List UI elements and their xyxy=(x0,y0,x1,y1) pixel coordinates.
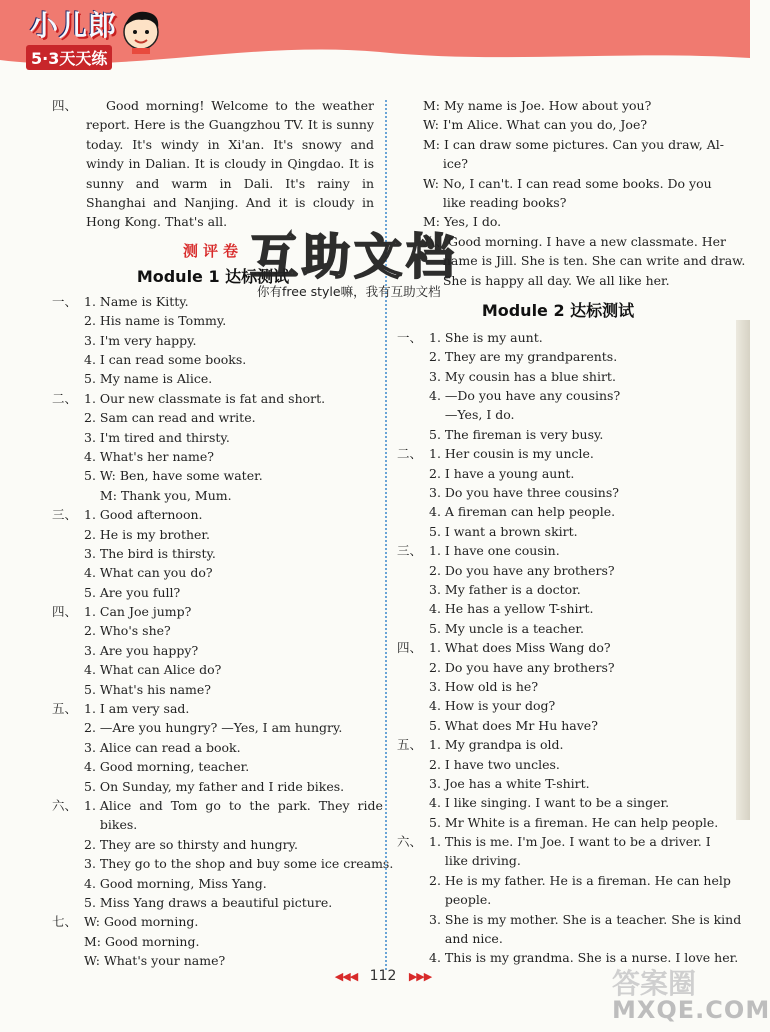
answer-line xyxy=(397,755,719,774)
answer-line xyxy=(52,331,374,350)
answer-line xyxy=(397,502,719,521)
corner-watermark-logo: 答案圈 xyxy=(612,967,697,1000)
answer-line xyxy=(52,428,374,447)
right-arrows-icon: ▶▶▶ xyxy=(408,970,432,983)
answer-line xyxy=(397,580,719,599)
answer-text: 1. Can Joe jump? xyxy=(84,604,192,620)
answer-text: 3. They go to the shop and buy some ice creams. xyxy=(84,856,394,872)
answer-line xyxy=(52,408,374,427)
answer-line xyxy=(397,425,719,444)
exam-title: 测评卷 xyxy=(182,241,243,260)
answer-text: 2. Who's she? xyxy=(84,623,171,639)
answer-line xyxy=(52,757,374,776)
answer-line xyxy=(52,718,374,737)
answer-line xyxy=(397,696,719,715)
answer-text: 3. My cousin has a blue shirt. xyxy=(429,368,616,384)
answer-line xyxy=(52,932,374,951)
answer-line xyxy=(397,174,719,193)
page-number: 112 xyxy=(369,968,397,984)
answer-text: M: I can draw some pictures. Can you draw, Al- xyxy=(423,136,724,152)
answer-text: 2. Sam can read and write. xyxy=(84,410,256,426)
answer-line xyxy=(52,486,374,505)
answer-text: 4. How is your dog? xyxy=(429,698,556,714)
answer-line xyxy=(397,677,719,696)
answer-line xyxy=(52,912,374,931)
section-four-passage xyxy=(52,96,374,232)
answer-line xyxy=(52,389,374,408)
answer-text: 1. Her cousin is my uncle. xyxy=(429,446,594,462)
brand-logo: 小儿郎 xyxy=(30,9,118,42)
answer-line xyxy=(397,599,719,618)
answer-line xyxy=(52,544,374,563)
answer-text: 5. Mr White is a fireman. He can help people. xyxy=(429,814,719,830)
answer-line xyxy=(397,910,742,929)
answer-line xyxy=(397,541,719,560)
answer-text: W: No, I can't. I can read some books. Do you xyxy=(423,175,712,191)
answer-line xyxy=(52,602,374,621)
answer-line xyxy=(397,871,731,890)
answer-text: 3. How old is he? xyxy=(429,678,539,694)
answer-line xyxy=(397,386,719,405)
answer-line xyxy=(52,738,374,757)
answer-text: and nice. xyxy=(429,931,503,947)
section-mark: 七、 xyxy=(52,914,78,930)
answer-line xyxy=(52,660,374,679)
answer-line xyxy=(52,350,374,369)
answer-text: 3. Alice can read a book. xyxy=(84,739,241,755)
section-mark: 四、 xyxy=(52,604,78,620)
answer-line xyxy=(397,638,719,657)
answer-text: 2. I have two uncles. xyxy=(429,756,560,772)
answer-line xyxy=(52,874,374,893)
answer-text: 3. She is my mother. She is a teacher. She is kind xyxy=(429,911,742,927)
answer-line xyxy=(397,813,719,832)
answer-line xyxy=(52,583,374,602)
answer-text: 1. Name is Kitty. xyxy=(84,293,189,309)
section-mark: 四、 xyxy=(52,98,78,113)
answer-text: She is happy all day. We all like her. xyxy=(423,272,670,288)
section-mark: 五、 xyxy=(52,701,78,717)
answer-line xyxy=(52,369,374,388)
answer-text: 1. I am very sad. xyxy=(84,701,190,717)
answer-line xyxy=(397,328,719,347)
answer-line xyxy=(52,621,374,640)
answer-text: 5. The fireman is very busy. xyxy=(429,426,604,442)
answer-text: 2. I have a young aunt. xyxy=(429,465,575,481)
answer-line xyxy=(397,832,719,851)
answer-text: W: What's your name? xyxy=(84,953,226,969)
answer-text: name is Jill. She is ten. She can write and draw. xyxy=(423,253,746,269)
answer-text: ice? xyxy=(423,156,468,172)
answer-text: 2. His name is Tommy. xyxy=(84,313,227,329)
corner-watermark-url: MXQE.COM xyxy=(612,996,770,1024)
module-2-answers xyxy=(397,328,742,968)
answer-line xyxy=(52,815,374,834)
answer-line xyxy=(52,311,374,330)
answer-line xyxy=(397,890,719,909)
answer-text: M: Good morning. xyxy=(84,933,200,949)
answer-line xyxy=(52,835,374,854)
answer-text: 1. What does Miss Wang do? xyxy=(429,640,611,656)
answer-text: 3. Do you have three cousins? xyxy=(429,485,619,501)
answer-text: 3. The bird is thirsty. xyxy=(84,545,216,561)
section-mark: 一、 xyxy=(397,329,423,345)
answer-text: 1. This is me. I'm Joe. I want to be a driver. I xyxy=(429,834,711,850)
answer-text: —Yes, I do. xyxy=(429,407,515,423)
answer-text: 5. What does Mr Hu have? xyxy=(429,717,598,733)
answer-text: 1. Our new classmate is fat and short. xyxy=(84,390,326,406)
answer-text: 5. What's his name? xyxy=(84,681,211,697)
section-mark: 六、 xyxy=(397,834,423,850)
answer-line xyxy=(397,716,719,735)
answer-line xyxy=(52,893,374,912)
answer-text: like reading books? xyxy=(423,194,567,210)
answer-text: 八、Good morning. I have a new classmate. Her xyxy=(423,233,727,249)
section-mark: 一、 xyxy=(52,293,78,309)
section-mark: 三、 xyxy=(397,543,423,559)
section-mark: 二、 xyxy=(397,446,423,462)
answer-line xyxy=(397,522,719,541)
answer-text: 2. Do you have any brothers? xyxy=(429,562,615,578)
answer-text: 1. My grandpa is old. xyxy=(429,737,564,753)
answer-text: 4. What's her name? xyxy=(84,448,214,464)
answer-text: people. xyxy=(429,892,492,908)
answer-text: 2. They are my grandparents. xyxy=(429,349,618,365)
answer-text: 1. Alice and Tom go to the park. They ride xyxy=(84,798,383,813)
answer-text: 5. On Sunday, my father and I ride bikes. xyxy=(84,778,345,794)
answer-line xyxy=(397,561,719,580)
answer-line xyxy=(397,774,719,793)
answer-line xyxy=(52,854,394,873)
answer-line xyxy=(52,505,374,524)
answer-line xyxy=(397,115,719,134)
answer-text: 4. A fireman can help people. xyxy=(429,504,616,520)
answer-line xyxy=(52,447,374,466)
page-footer xyxy=(318,968,448,984)
answer-line xyxy=(397,444,719,463)
answer-text: 2. He is my father. He is a fireman. He can help xyxy=(429,872,731,888)
answer-text: 4. I can read some books. xyxy=(84,352,247,368)
answer-text: W: I'm Alice. What can you do, Joe? xyxy=(423,117,648,133)
answer-text: 1. She is my aunt. xyxy=(429,329,543,345)
answer-text: 3. Are you happy? xyxy=(84,642,199,658)
answer-text: 3. I'm very happy. xyxy=(84,332,197,348)
answer-text: M: Thank you, Mum. xyxy=(84,487,232,503)
answer-text: M: My name is Joe. How about you? xyxy=(423,98,652,113)
answer-text: 4. He has a yellow T-shirt. xyxy=(429,601,594,617)
answer-text: 1. Good afternoon. xyxy=(84,507,203,523)
answer-text: 4. This is my grandma. She is a nurse. I love her. xyxy=(429,950,739,966)
answer-line xyxy=(397,367,719,386)
module-1-title: Module 1 达标测试 xyxy=(136,266,290,286)
answer-line xyxy=(397,483,719,502)
answer-text: 4. Good morning, Miss Yang. xyxy=(84,875,267,891)
answer-line xyxy=(397,793,719,812)
answer-line xyxy=(52,525,374,544)
answer-text: M: Yes, I do. xyxy=(423,214,502,230)
answer-line xyxy=(397,658,719,677)
answer-text: bikes. xyxy=(84,817,138,833)
page-binding-shadow xyxy=(736,320,750,820)
answer-text: 3. My father is a doctor. xyxy=(429,581,581,597)
answer-text: W: Good morning. xyxy=(84,914,199,930)
answer-line xyxy=(52,466,374,485)
answer-text: 5. Miss Yang draws a beautiful picture. xyxy=(84,894,333,910)
watermark-slogan: 你有free style嘛，我有互助文档 xyxy=(257,284,441,299)
answer-line xyxy=(397,96,719,115)
answer-text: 4. —Do you have any cousins? xyxy=(429,388,621,404)
answer-line xyxy=(397,193,719,212)
answer-line xyxy=(397,619,719,638)
answer-text: 2. —Are you hungry? —Yes, I am hungry. xyxy=(84,720,343,736)
answer-line xyxy=(397,735,719,754)
answer-text: 1. I have one cousin. xyxy=(429,543,560,559)
watermark-title: 互助文档 xyxy=(250,229,459,285)
answer-text: 5. W: Ben, have some water. xyxy=(84,468,263,484)
answer-text: 4. What can you do? xyxy=(84,565,213,581)
answer-line xyxy=(52,680,374,699)
answer-line xyxy=(397,929,719,948)
answer-line xyxy=(397,135,724,154)
answer-line xyxy=(52,699,374,718)
left-arrows-icon: ◀◀◀ xyxy=(334,970,358,983)
answer-text: 4. I like singing. I want to be a singer. xyxy=(429,795,670,811)
answer-line xyxy=(397,464,719,483)
answer-text: 5. My name is Alice. xyxy=(84,371,213,387)
answer-line xyxy=(397,154,719,173)
module-2-title: Module 2 达标测试 xyxy=(481,300,635,320)
section-mark: 四、 xyxy=(397,640,423,656)
module-1-answers xyxy=(52,292,394,971)
answer-text: 5. Are you full? xyxy=(84,584,181,600)
passage-text: Good morning! Welcome to the weather report. Here is the Guangzhou TV. It is sunny today. It's windy in Xi'an. It's snowy and windy in Dalian. It is cloudy in Qingdao. It is sunny and warm in Dali. It's rainy in Shanghai and Nanjing. And it is cloudy in Hong Kong. That's all. xyxy=(86,98,374,230)
brand-series: 5·3天天练 xyxy=(26,45,112,70)
header-band xyxy=(0,0,750,72)
answer-text: 5. I want a brown skirt. xyxy=(429,523,578,539)
section-mark: 六、 xyxy=(52,798,78,813)
answer-text: 2. He is my brother. xyxy=(84,526,210,542)
answer-text: 2. Do you have any brothers? xyxy=(429,659,615,675)
answer-text: 4. What can Alice do? xyxy=(84,662,222,678)
answer-line xyxy=(52,796,383,815)
answer-text: 3. Joe has a white T-shirt. xyxy=(429,775,590,791)
answer-line xyxy=(397,347,719,366)
answer-text: 2. They are so thirsty and hungry. xyxy=(84,836,298,852)
answer-line xyxy=(52,777,374,796)
answer-text: 3. I'm tired and thirsty. xyxy=(84,429,230,445)
answer-line xyxy=(52,641,374,660)
answer-line xyxy=(397,405,719,424)
answer-text: 4. Good morning, teacher. xyxy=(84,759,250,775)
mascot-boy-icon xyxy=(116,4,166,54)
answer-text: 5. My uncle is a teacher. xyxy=(429,620,584,636)
answer-text: like driving. xyxy=(429,853,521,869)
section-mark: 二、 xyxy=(52,390,78,406)
section-mark: 五、 xyxy=(397,737,423,753)
section-mark: 三、 xyxy=(52,507,78,523)
answer-line xyxy=(397,851,719,870)
answer-line xyxy=(52,563,374,582)
